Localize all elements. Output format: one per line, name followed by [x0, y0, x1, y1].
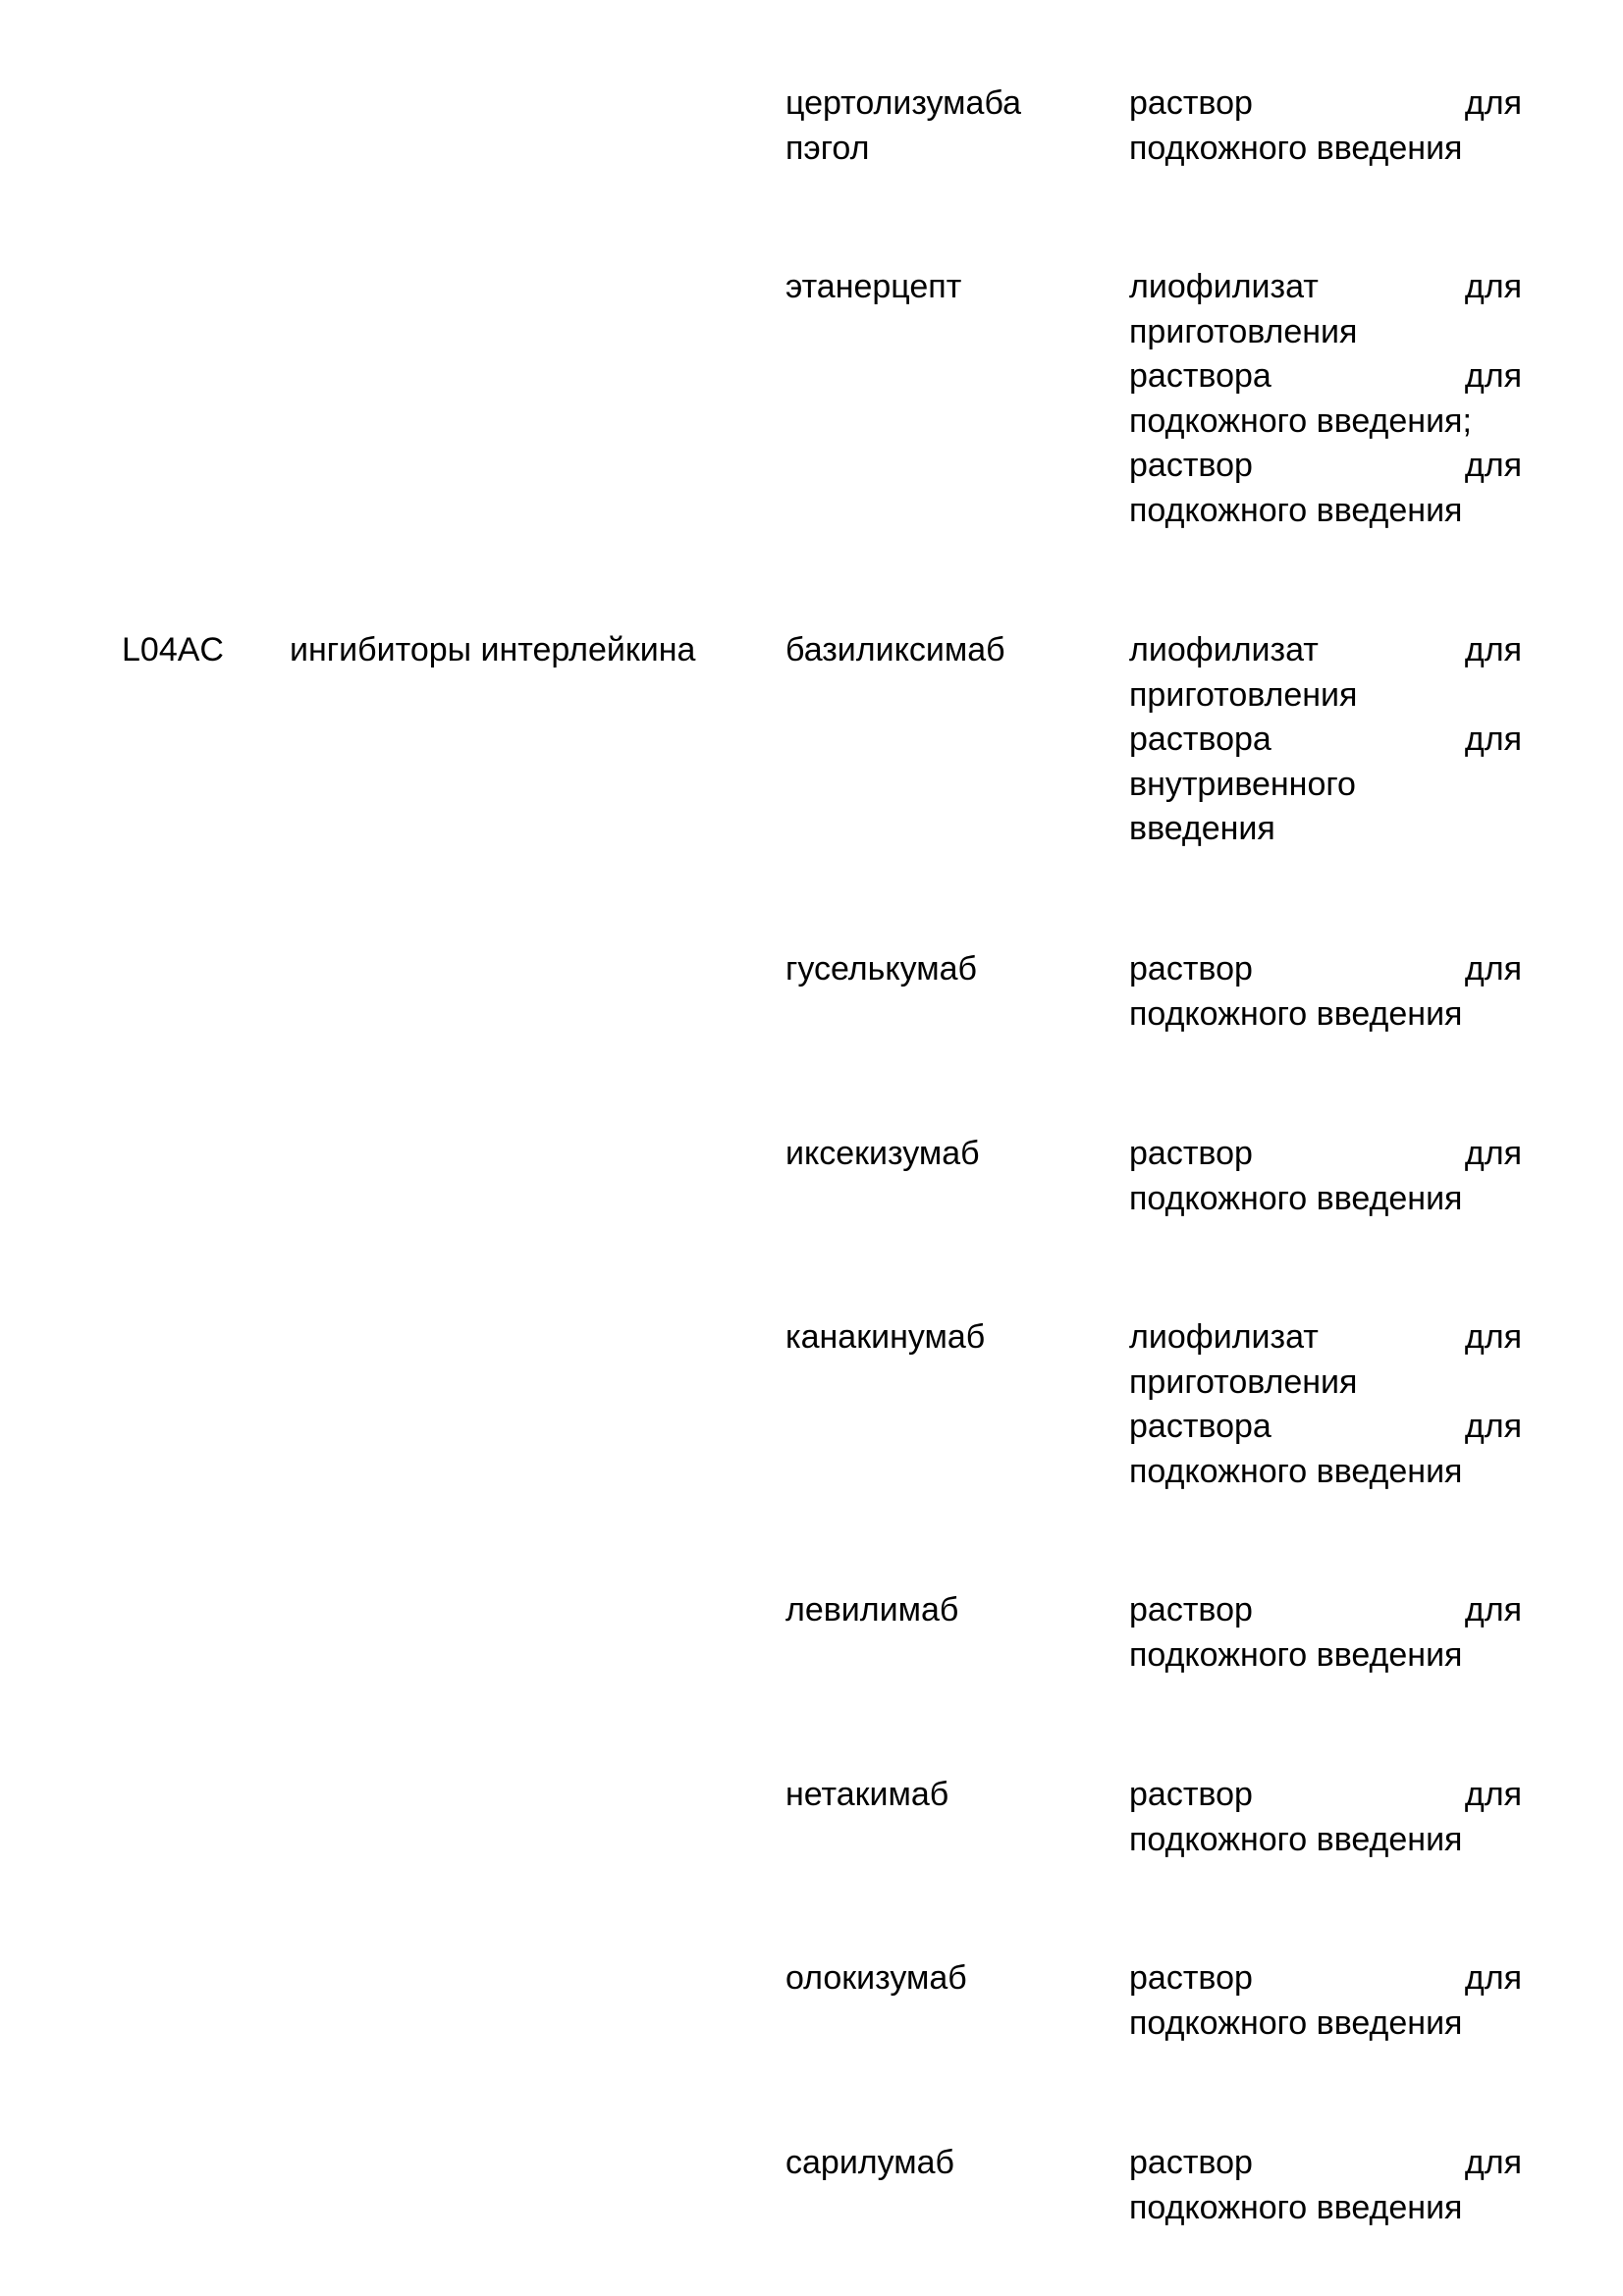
dosage-form-line: подкожного введения [1129, 1452, 1463, 1490]
drug-name [785, 1315, 1109, 1361]
drug-name [785, 1588, 1109, 1633]
drug-name-line: левилимаб [785, 1591, 959, 1629]
drug-name [785, 947, 1109, 992]
dosage-form-line: подкожного введения; [1129, 401, 1472, 440]
drug-name [785, 1956, 1109, 2002]
dosage-form-line: раствор для [1129, 1135, 1522, 1172]
dosage-form-line: введения [1129, 810, 1275, 847]
atc-code: L04AC [122, 631, 224, 668]
dosage-form-line: подкожного введения [1129, 2003, 1463, 2042]
dosage-form [1129, 1956, 1522, 2046]
dosage-form-line: приготовления [1129, 1362, 1358, 1401]
dosage-form [1129, 1315, 1522, 1494]
dosage-form-line: раствор для [1129, 447, 1522, 484]
dosage-form-line: раствор для [1129, 950, 1522, 988]
dosage-form-line: раствора для [1129, 357, 1522, 395]
dosage-form-line: подкожного введения [1129, 2188, 1463, 2226]
dosage-form-line: раствор для [1129, 1776, 1522, 1813]
dosage-form-line: лиофилизат для [1129, 268, 1522, 305]
dosage-form-line: раствора для [1129, 1408, 1522, 1445]
dosage-form-line: приготовления [1129, 312, 1358, 350]
dosage-form-line: раствор для [1129, 1591, 1522, 1629]
dosage-form-line: подкожного введения [1129, 129, 1463, 167]
dosage-form [1129, 1132, 1522, 1221]
dosage-form [1129, 265, 1522, 533]
dosage-form [1129, 2141, 1522, 2230]
dosage-form [1129, 1773, 1522, 1862]
drug-name-line: этанерцепт [785, 268, 962, 305]
dosage-form-line: раствор для [1129, 84, 1522, 122]
dosage-form-line: подкожного введения [1129, 1820, 1463, 1858]
drug-name-line: сарилумаб [785, 2144, 955, 2181]
dosage-form [1129, 1588, 1522, 1678]
drug-name [785, 1132, 1109, 1177]
drug-name-line: канакинумаб [785, 1318, 986, 1356]
drug-name-line: нетакимаб [785, 1776, 949, 1813]
drug-name-line: пэгол [785, 129, 870, 167]
dosage-form-line: лиофилизат для [1129, 631, 1522, 668]
dosage-form-line: подкожного введения [1129, 1635, 1463, 1674]
dosage-form-line: приготовления [1129, 675, 1358, 714]
dosage-form-line: раствор для [1129, 2144, 1522, 2181]
drug-name-line: олокизумаб [785, 1959, 967, 1997]
dosage-form-line: раствора для [1129, 721, 1522, 758]
drug-name-line: цертолизумаба [785, 84, 1022, 122]
drug-name [785, 1773, 1109, 1818]
pharmacological-group: ингибиторы интерлейкина [290, 631, 696, 668]
dosage-form-line: подкожного введения [1129, 491, 1463, 529]
drug-name [785, 2141, 1109, 2186]
dosage-form-line: внутривенного [1129, 765, 1356, 803]
dosage-form-line: подкожного введения [1129, 1179, 1463, 1217]
dosage-form [1129, 81, 1522, 171]
drug-name-line: базиликсимаб [785, 631, 1005, 668]
dosage-form-line: лиофилизат для [1129, 1318, 1522, 1356]
dosage-form [1129, 628, 1522, 852]
drug-name-line: гуселькумаб [785, 950, 977, 988]
dosage-form-line: подкожного введения [1129, 994, 1463, 1033]
drug-name [785, 81, 1109, 171]
drug-name-line: иксекизумаб [785, 1135, 980, 1172]
dosage-form-line: раствор для [1129, 1959, 1522, 1997]
dosage-form [1129, 947, 1522, 1037]
drug-name [785, 265, 1109, 310]
drug-name [785, 628, 1109, 673]
